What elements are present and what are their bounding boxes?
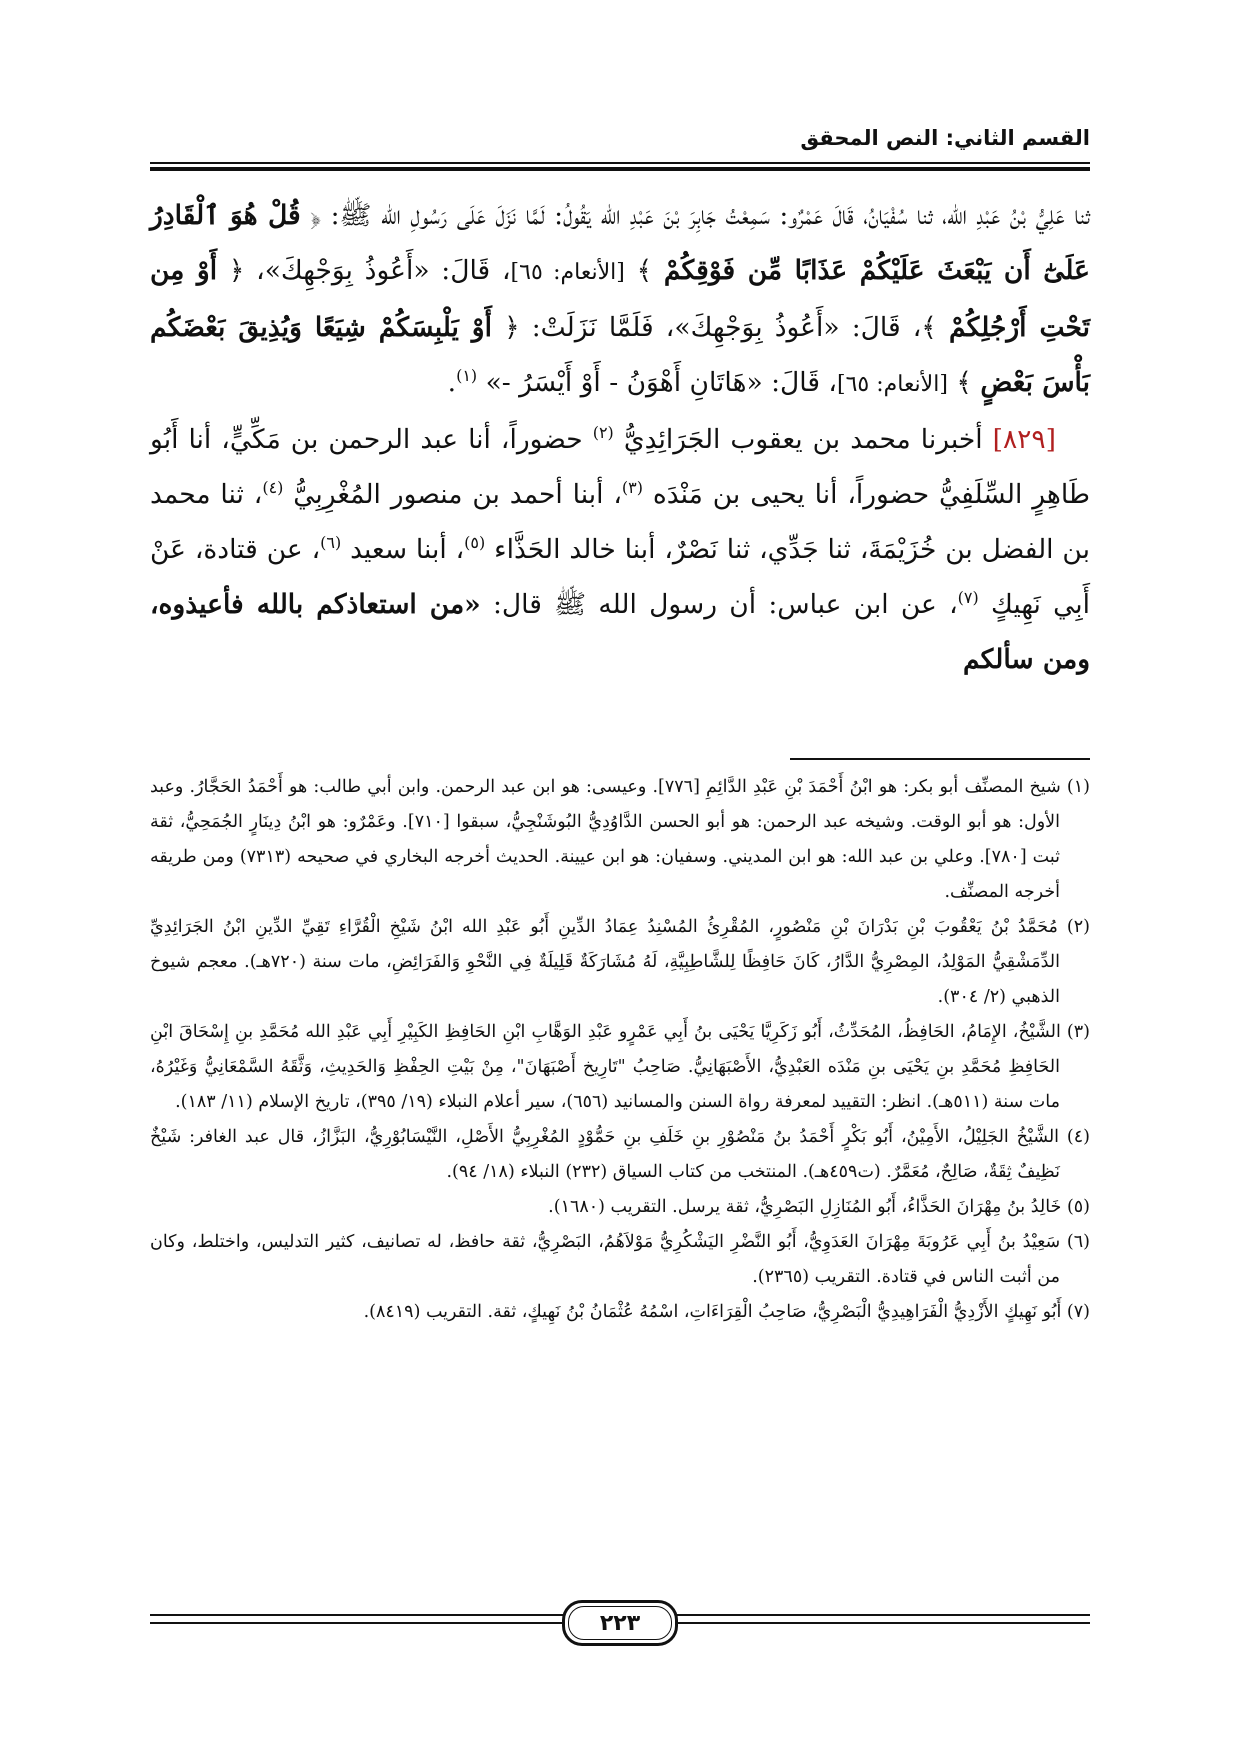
quran-verse: قُلْ هُوَ ٱلْقَادِرُ عَلَىٰٓ أَن يَبْعَثَ عَلَيْكُمْ عَذَابًا مِّن فَوْقِكُمْ (150, 200, 1090, 286)
quran-verse: أَوْ مِن تَحْتِ أَرْجُلِكُمْ (150, 255, 1090, 343)
verse-reference: [الأنعام: ٦٥] (836, 372, 948, 397)
footnote-2: (٢) مُحَمَّدُ بْنُ يَعْقُوبَ بْنِ بَدْرَانَ بْنِ مَنْصُورٍ، المُقْرِئُ المُسْنِدُ عِمَادُ الدِّينِ أَبُو عَبْدِ الله ابْنُ شَيْخِ الْقُرَّاءِ تَقِيِّ الدِّينِ ابْنُ الجَرَائِدِيِّ الدِّمَشْقِيُّ المَوْلِدُ، المِصْرِيُّ الدَّارُ، كَانَ حَافِظًا لِلشَّاطِبِيَّةِ، لَهُ مُشَارَكَةٌ قَلِيلَةٌ فِي النَّحْوِ وَالفَرَائِضِ، مات سنة (٧٢٠هـ). معجم شيوخ الذهبي (٢/ ٣٠٤). (150, 917, 1090, 1007)
footnote-6: (٦) سَعِيْدُ بنُ أَبِي عَرُوبَةَ مِهْرَانَ العَدَوِيُّ، أَبُو النَّضْرِ اليَشْكُرِيُّ مَوْلاَهُمُ، البَصْرِيُّ، ثقة حافظ، له تصانيف، كثير التدليس، واختلط، وكان من أثبت الناس في قتادة. التقريب (٢٣٦٥). (150, 1232, 1090, 1287)
text-segment: حضوراً، أنا عبد الرحمن بن مَكِّيٍّ، أنا أَبُو طَاهِرٍ السِّلَفِيُّ حضوراً، أنا يحيى بن مَنْدَه (150, 424, 1090, 510)
hadith-number: [٨٢٩] (992, 424, 1056, 455)
ornate-bracket-close-icon: ﴾ (956, 367, 972, 398)
ornate-bracket-open-icon: ﴿ (310, 200, 322, 231)
footnote-4: (٤) الشَّيْخُ الجَلِيْلُ، الأَمِيْنُ، أَبُو بَكْرٍ أَحْمَدُ بنُ مَنْصُوْرِ بنِ خَلَفِ بنِ حَمُّوْدٍ المُغْرِبِيُّ الأَصْلِ، النَّيْسَابُوْرِيُّ، البَزَّازُ، قال عبد الغافر: شَيْخٌ نَظِيفٌ ثِقَةٌ، صَالِحٌ، مُعَمَّرٌ. (ت٤٥٩هـ). المنتخب من كتاب السياق (٢٣٢) النبلاء (١٨/ ٩٤). (150, 1127, 1090, 1182)
text-segment: . (447, 367, 457, 398)
main-text (150, 188, 1090, 687)
hadith-quote: «من استعاذكم بالله فأعيذوه، ومن سألكم (150, 589, 1090, 675)
text-segment: ، قَالَ: «أَعُوذُ بِوَجْهِكَ»، (244, 255, 511, 286)
footnote-marker: (٢) (592, 423, 614, 443)
footnote-7: (٧) أَبُو نَهِيكٍ الأَزْدِيُّ الْفَرَاهِيدِيُّ الْبَصْرِيُّ، صَاحِبُ الْقِرَاءَاتِ، اسْمُهُ عُثْمَانُ بْنُ نَهِيكٍ، ثقة. التقريب (٨٤١٩). (363, 1302, 1090, 1322)
ornate-bracket-close-icon: ﴾ (921, 312, 937, 343)
page-footer (150, 1600, 1090, 1650)
page-number: ٢٢٣ (599, 1610, 641, 1636)
text-segment: ، أبنا أحمد بن منصور المُغْرِبِيُّ (293, 479, 622, 510)
footnote-marker: (٦) (320, 533, 342, 553)
page-number-frame (562, 1600, 678, 1646)
text-segment: ، عن قتادة، عَنْ أَبِي نَهِيكٍ (150, 534, 1091, 620)
header-rule-thick (150, 167, 1090, 171)
text-segment: ، عن ابن عباس: أن رسول الله ﷺ قال: (480, 589, 958, 620)
footnote-marker: (٣) (621, 478, 643, 498)
ornate-bracket-open-icon: ﴿ (228, 255, 245, 286)
footnote-3: (٣) الشَّيْخُ، الإِمَامُ، الحَافِظُ، المُحَدِّثُ، أَبُو زَكَرِيَّا يَحْيَى بنُ أَبِي عَمْرٍو عَبْدِ الوَهَّابِ ابْنِ الحَافِظِ الكَبِيْرِ أَبِي عَبْدِ الله مُحَمَّدِ بنِ إِسْحَاقَ ابْنِ الحَافِظِ مُحَمَّدِ بنِ يَحْيَى بنِ مَنْدَه العَبْدِيُّ، الأَصْبَهَانِيُّ. صَاحِبُ "تَارِيخ أَصْبَهَانَ"، مِنْ بَيْتِ الحِفْظِ وَالحَدِيثِ، وَثَّقَهُ السَّمْعَانِيُّ وَغَيْرُهُ، مات سنة (٥١١هـ). انظر: التقييد لمعرفة رواة السنن والمسانيد (٦٥٦)، سير أعلام النبلاء (١٩/ ٣٩٥)، تاريخ الإسلام (١١/ ١٨٣). (150, 1022, 1090, 1112)
ornate-bracket-open-icon: ﴿ (504, 312, 520, 343)
footnote-5: (٥) خَالِدُ بنُ مِهْرَانَ الحَذَّاءُ، أَبُو المُنَازِلِ البَصْرِيُّ، ثقة يرسل. التقريب (١٦٨٠). (548, 1197, 1090, 1217)
text-segment: ثنا عَلِيُّ بْنُ عَبْدِ الله، ثنا سُفْيَانُ، قَالَ عَمْرٌو: سَمِعْتُ جَابِرَ بْنَ عَبْدِ الله يَقُولُ: لَمَّا نَزَلَ عَلَى رَسُولِ الله ﷺ: (321, 200, 1090, 231)
footnote-marker: (٧) (957, 588, 979, 608)
header-rule-thin (150, 162, 1090, 164)
text-segment: أخبرنا محمد بن يعقوب الجَرَائِدِيُّ (623, 424, 993, 455)
section-title: القسم الثاني: النص المحقق (800, 126, 1090, 150)
text-segment: ، ثنا محمد بن الفضل بن خُزَيْمَةَ، ثنا جَدِّي، ثنا نَصْرٌ، أبنا خالد الحَذَّاء (150, 479, 1090, 565)
verse-reference: [الأنعام: ٦٥] (510, 260, 625, 285)
text-segment: ، قَالَ: «أَعُوذُ بِوَجْهِكَ»، فَلَمَّا نَزَلَتْ: (519, 312, 922, 343)
footnote-marker: (١) (456, 366, 478, 386)
ornate-bracket-close-icon: ﴾ (636, 255, 653, 286)
footnote-separator (790, 758, 1090, 760)
footnote-marker: (٥) (464, 533, 486, 553)
page-header (150, 118, 1090, 158)
paragraph-hadith-828 (150, 188, 1090, 412)
text-segment: ، أبنا سعيد (350, 534, 465, 565)
text-segment: ، قَالَ: «هَاتَانِ أَهْوَنُ - أَوْ أَيْسَرُ -» (485, 367, 837, 398)
quran-verse: أَوْ يَلْبِسَكُمْ شِيَعًا وَيُذِيقَ بَعْضَكُم بَأْسَ بَعْضٍ (150, 312, 1090, 398)
paragraph-hadith-829 (150, 412, 1090, 687)
footnote-marker: (٤) (262, 478, 284, 498)
footnote-1: (١) شيخ المصنِّف أبو بكر: هو ابْنُ أَحْمَدَ بْنِ عَبْدِ الدَّائِمِ [٧٧٦]. وعيسى: هو ابن عبد الرحمن. وابن أبي طالب: هو أَحْمَدُ الحَجَّارُ. وعبد الأول: هو أبو الوقت. وشيخه عبد الرحمن: هو أبو الحسن الدَّاوُدِيُّ البُوشَنْجِيُّ، سبقوا [٧١٠]. وعَمْرٌو: هو ابْنُ دِينَارٍ الجُمَحِيُّ، ثقة ثبت [٧٨٠]. وعلي بن عبد الله: هو ابن المديني. وسفيان: هو ابن عيينة. الحديث أخرجه البخاري في صحيحه (٧٣١٣) ومن طريقه أخرجه المصنِّف. (150, 777, 1090, 902)
footnotes (150, 770, 1090, 1330)
